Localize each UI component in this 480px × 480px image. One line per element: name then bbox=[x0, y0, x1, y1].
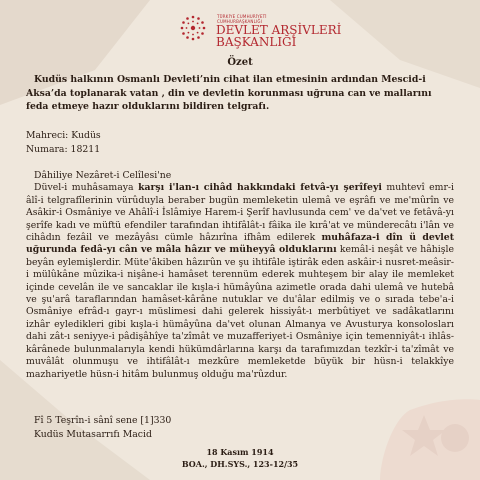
archive-reference: BOA., DH.SYS., 123-12/35 bbox=[181, 459, 299, 469]
origin-label: Mahreci: Kudüs bbox=[26, 130, 101, 141]
section-title: Özet bbox=[227, 57, 253, 68]
date-line: Fî 5 Teşrîn-i sânî sene [1]330 bbox=[34, 415, 172, 426]
highlighted-phrase: karşı i'lan-ı cihâd hakkındaki fetvâ-yı şerîfeyi bbox=[138, 182, 382, 194]
letter-closing bbox=[34, 414, 171, 441]
signature: Kudüs Mutasarrıfı Macid bbox=[34, 428, 152, 440]
letter-text-segment: kemâl-i neşât ve hâhişle beyân eylemişlerdir. Müte'âkiben hâzırûn ve şu ihtifâle iştirâk eden askâir-i nusret-meâsir-i mülûkâne mûzika-i nişâne-i hamâset terennüm ederek muhteşem bir alay ile memleket içinde cevelân ile ve sancaklar ile kışla-i hümâyûna azimetle orada dahi ulemâ ve hutebâ ve şu'arâ taraflarından hamâset-kârâne nutuklar ve du'âlar edilmiş ve o sırada tebe'a-i Osmâniye efrâd-ı gayr-ı müslimesi dahi gelerek hissiyât-ı merbûtiyet ve sadâkatlarını izhâr eyledikleri gibi kışla-i hümâyûna da'vet olunan Almanya ve Avusturya konsolosları dahi zât-ı seniyye-i pâdişâhîye ta'zîmât ve muzafferiyet-i Osmâniye için temenniyât-ı ihlâs-kârânede bulunmalarıyla kendi hükümdârlarına karşı da tarafımızdan tezkîr-i ta'zîmât ve muvâlât olunmuşu ve ihtifâlât-ı mezkûre memleketde büyük bir hüsn-i telakkîye mazhariyetle hüsn-i hitâm bulunmuş olduğu ma'rûzdur. bbox=[26, 244, 454, 380]
org-name-small: TÜRKİYE CUMHURİYETİ CUMHURBAŞKANLIĞI bbox=[217, 14, 267, 24]
source-reference bbox=[138, 446, 342, 470]
letter-text-segment: Düvel-i muhâsamaya bbox=[34, 182, 139, 194]
star-crescent-emblem-icon bbox=[178, 13, 208, 43]
summary-text: Kudüs halkının Osmanlı Devleti’nin cihat ilan etmesinin ardından Mescid-i Aksa’da toplanarak vatan , din ve devletin korunması uğruna can ve mallarını feda etmeye hazır olduklarını bildiren telgrafı. bbox=[26, 74, 432, 113]
source-date: 18 Kasım 1914 bbox=[206, 447, 274, 457]
letter-body bbox=[26, 182, 454, 381]
addressee: Dâhiliye Nezâret-i Celîlesi'ne bbox=[34, 170, 172, 181]
letter-text-segment: muhtevî emr-i âlî-i telgrafîlerinin vürûduyla beraber bugün memleketin ulemâ ve eşrâfı ve me'mûrîn ve Asâkir-i Osmâniye ve Ahâlî-i İslâmiye Harem-i Şerîf havlusunda cem' ve da'vet ve fetâvâ-yı şerîfe kadı ve müftü efendiler tarafından ihtifâlât-ı fâika ile kırâ'at ve münderecâtı i'lân ve cihâdın fezâil ve mezâyâsı cümle hâzırîna ifhâm edilerek bbox=[26, 182, 455, 244]
number-label: Numara: 18211 bbox=[26, 143, 101, 155]
letter-transcription bbox=[26, 170, 454, 381]
org-name: DEVLET ARŞİVLERİ BAŞKANLIĞI bbox=[216, 23, 342, 49]
highlighted-phrase: muhâfaza-i dîn ü devlet uğurunda fedâ-yı cân ve mâla hâzır ve müheyyâ olduklarını bbox=[26, 232, 454, 256]
archive-logo bbox=[178, 10, 342, 60]
document-meta bbox=[26, 129, 101, 156]
